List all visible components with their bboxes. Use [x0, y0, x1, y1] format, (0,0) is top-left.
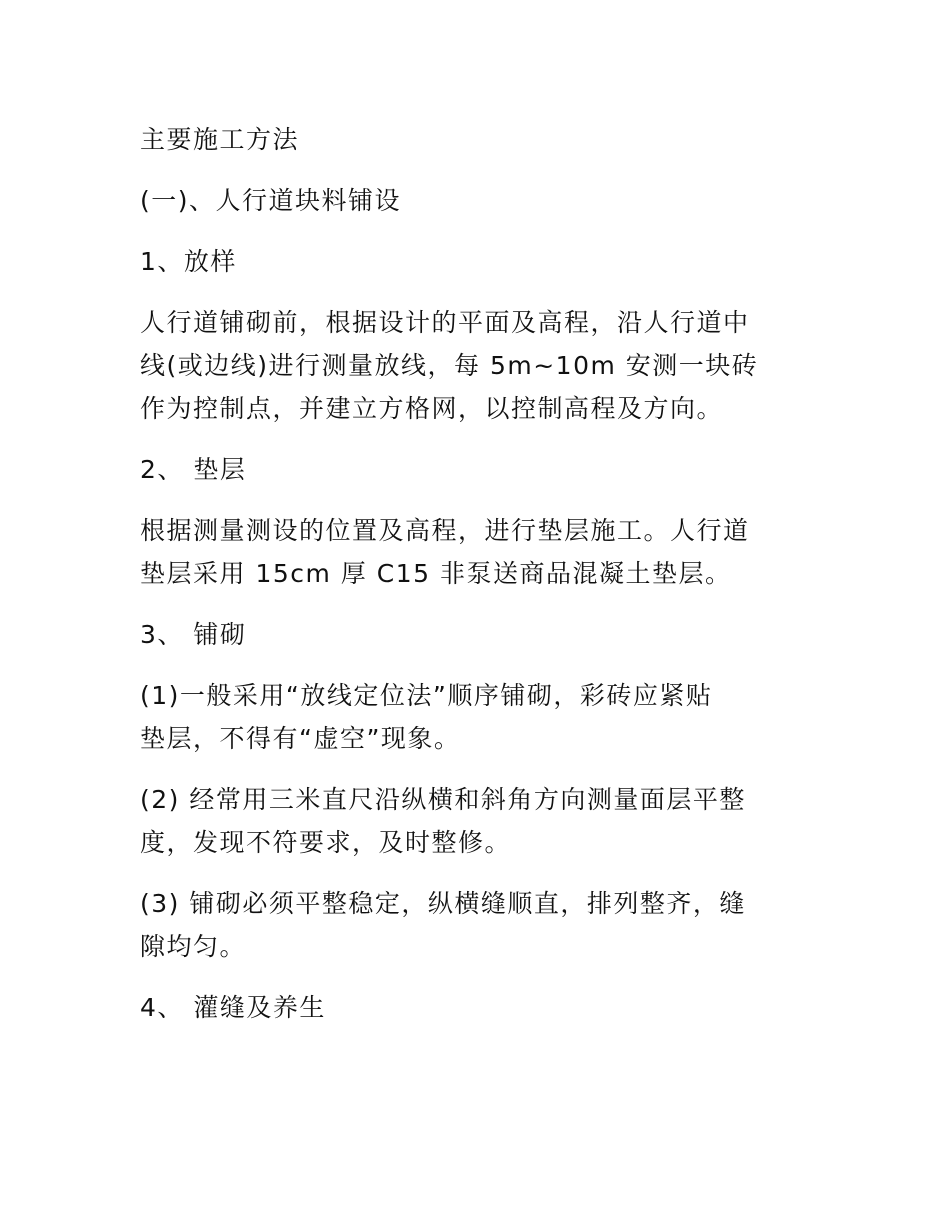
paving-item-3: [140, 882, 810, 968]
paragraph-line: 度，发现不符要求，及时整修。: [140, 828, 512, 857]
paragraph-line: 线(或边线)进行测量放线，每 5m~10m 安测一块砖: [140, 351, 759, 380]
step-heading-cushion: 2、 垫层: [140, 455, 247, 484]
section-heading: (一)、人行道块料铺设: [140, 186, 402, 215]
paragraph-line: (3) 铺砌必须平整稳定，纵横缝顺直，排列整齐，缝: [140, 889, 746, 918]
paragraph-line: (2) 经常用三米直尺沿纵横和斜角方向测量面层平整: [140, 785, 746, 814]
paragraph-line: 垫层，不得有“虚空”现象。: [140, 724, 461, 753]
step-heading-paving: 3、 铺砌: [140, 620, 247, 649]
paragraph-line: 垫层采用 15cm 厚 C15 非泵送商品混凝土垫层。: [140, 559, 732, 588]
paragraph-line: 隙均匀。: [140, 932, 247, 961]
paving-item-2: [140, 778, 810, 864]
document-body: [140, 118, 810, 1047]
paving-item-1: [140, 674, 810, 760]
step-heading-grouting: 4、 灌缝及养生: [140, 993, 326, 1022]
paragraph-line: (1)一般采用“放线定位法”顺序铺砌，彩砖应紧贴: [140, 681, 713, 710]
paragraph-cushion: [140, 509, 810, 595]
document-title: 主要施工方法: [140, 125, 300, 154]
paragraph-line: 作为控制点，并建立方格网，以控制高程及方向。: [140, 394, 724, 423]
paragraph-line: 人行道铺砌前，根据设计的平面及高程，沿人行道中: [140, 308, 750, 337]
step-heading-layout: 1、放样: [140, 247, 237, 276]
paragraph-layout: [140, 301, 810, 430]
paragraph-line: 根据测量测设的位置及高程，进行垫层施工。人行道: [140, 516, 750, 545]
